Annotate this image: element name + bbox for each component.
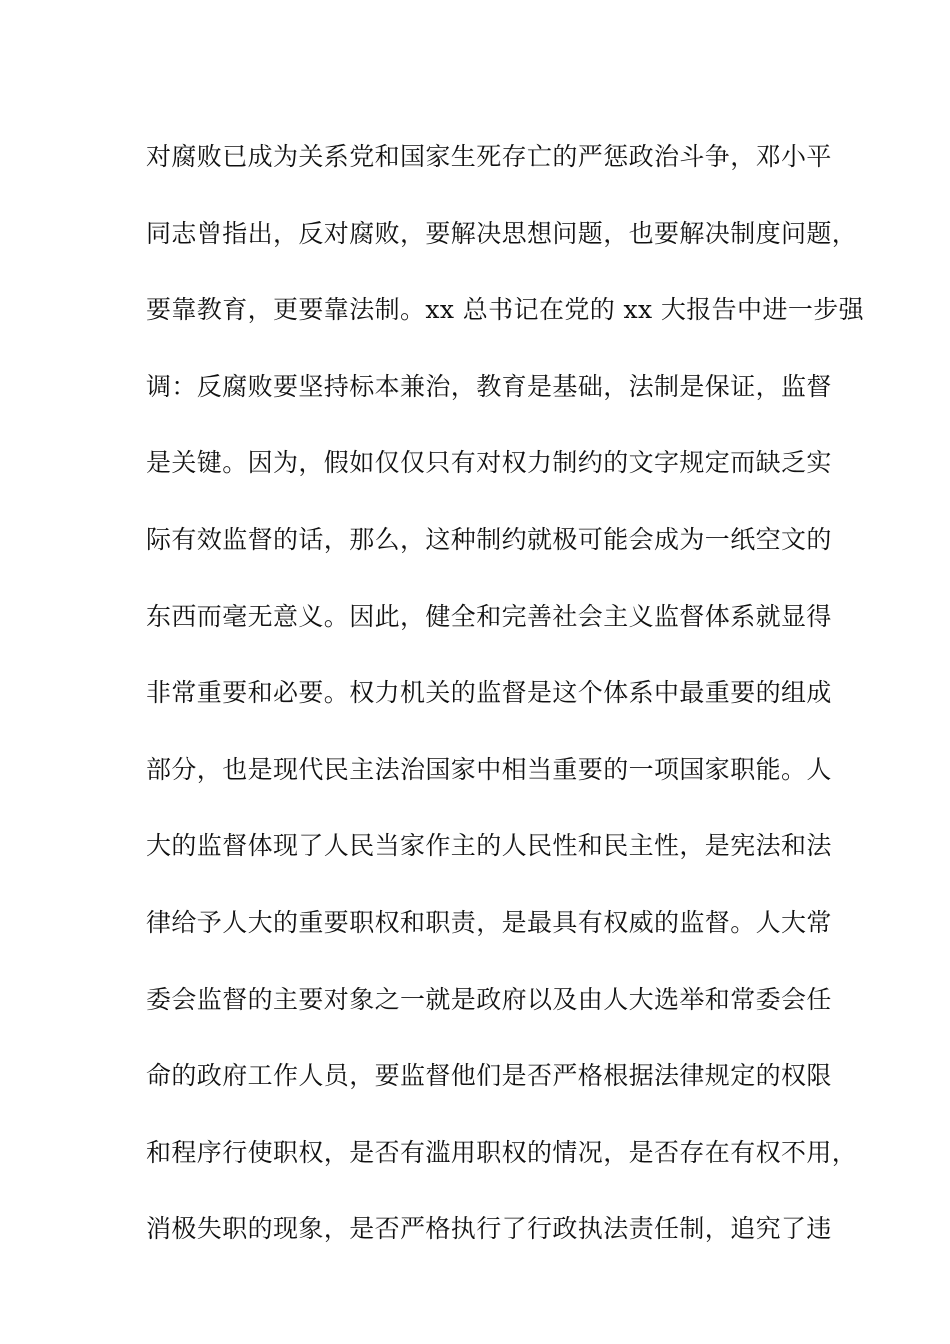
text-line: 消极失职的现象，是否严格执行了行政执法责任制，追究了违 [146, 1214, 832, 1244]
text-line: 调：反腐败要坚持标本兼治，教育是基础，法制是保证，监督 [146, 371, 832, 401]
text-line: 际有效监督的话，那么，这种制约就极可能会成为一纸空文的 [146, 524, 832, 554]
text-line: 部分，也是现代民主法治国家中相当重要的一项国家职能。人 [146, 754, 832, 784]
text-line: 律给予人大的重要职权和职责，是最具有权威的监督。人大常 [146, 907, 832, 937]
text-line: 委会监督的主要对象之一就是政府以及由人大选举和常委会任 [146, 984, 832, 1014]
text-line: 和程序行使职权，是否有滥用职权的情况，是否存在有权不用， [146, 1137, 858, 1167]
text-line: 大的监督体现了人民当家作主的人民性和民主性，是宪法和法 [146, 831, 832, 861]
text-line: 非常重要和必要。权力机关的监督是这个体系中最重要的组成 [146, 678, 832, 708]
text-line: 是关键。因为，假如仅仅只有对权力制约的文字规定而缺乏实 [146, 448, 832, 478]
text-line: 命的政府工作人员，要监督他们是否严格根据法律规定的权限 [146, 1061, 832, 1091]
text-line: 要靠教育，更要靠法制。xx 总书记在党的 xx 大报告中进一步强 [146, 295, 865, 325]
text-line: 东西而毫无意义。因此，健全和完善社会主义监督体系就显得 [146, 601, 832, 631]
body-text [146, 138, 865, 1287]
text-line: 对腐败已成为关系党和国家生死存亡的严惩政治斗争，邓小平 [146, 142, 832, 171]
text-line: 同志曾指出，反对腐败，要解决思想问题，也要解决制度问题， [146, 218, 858, 248]
